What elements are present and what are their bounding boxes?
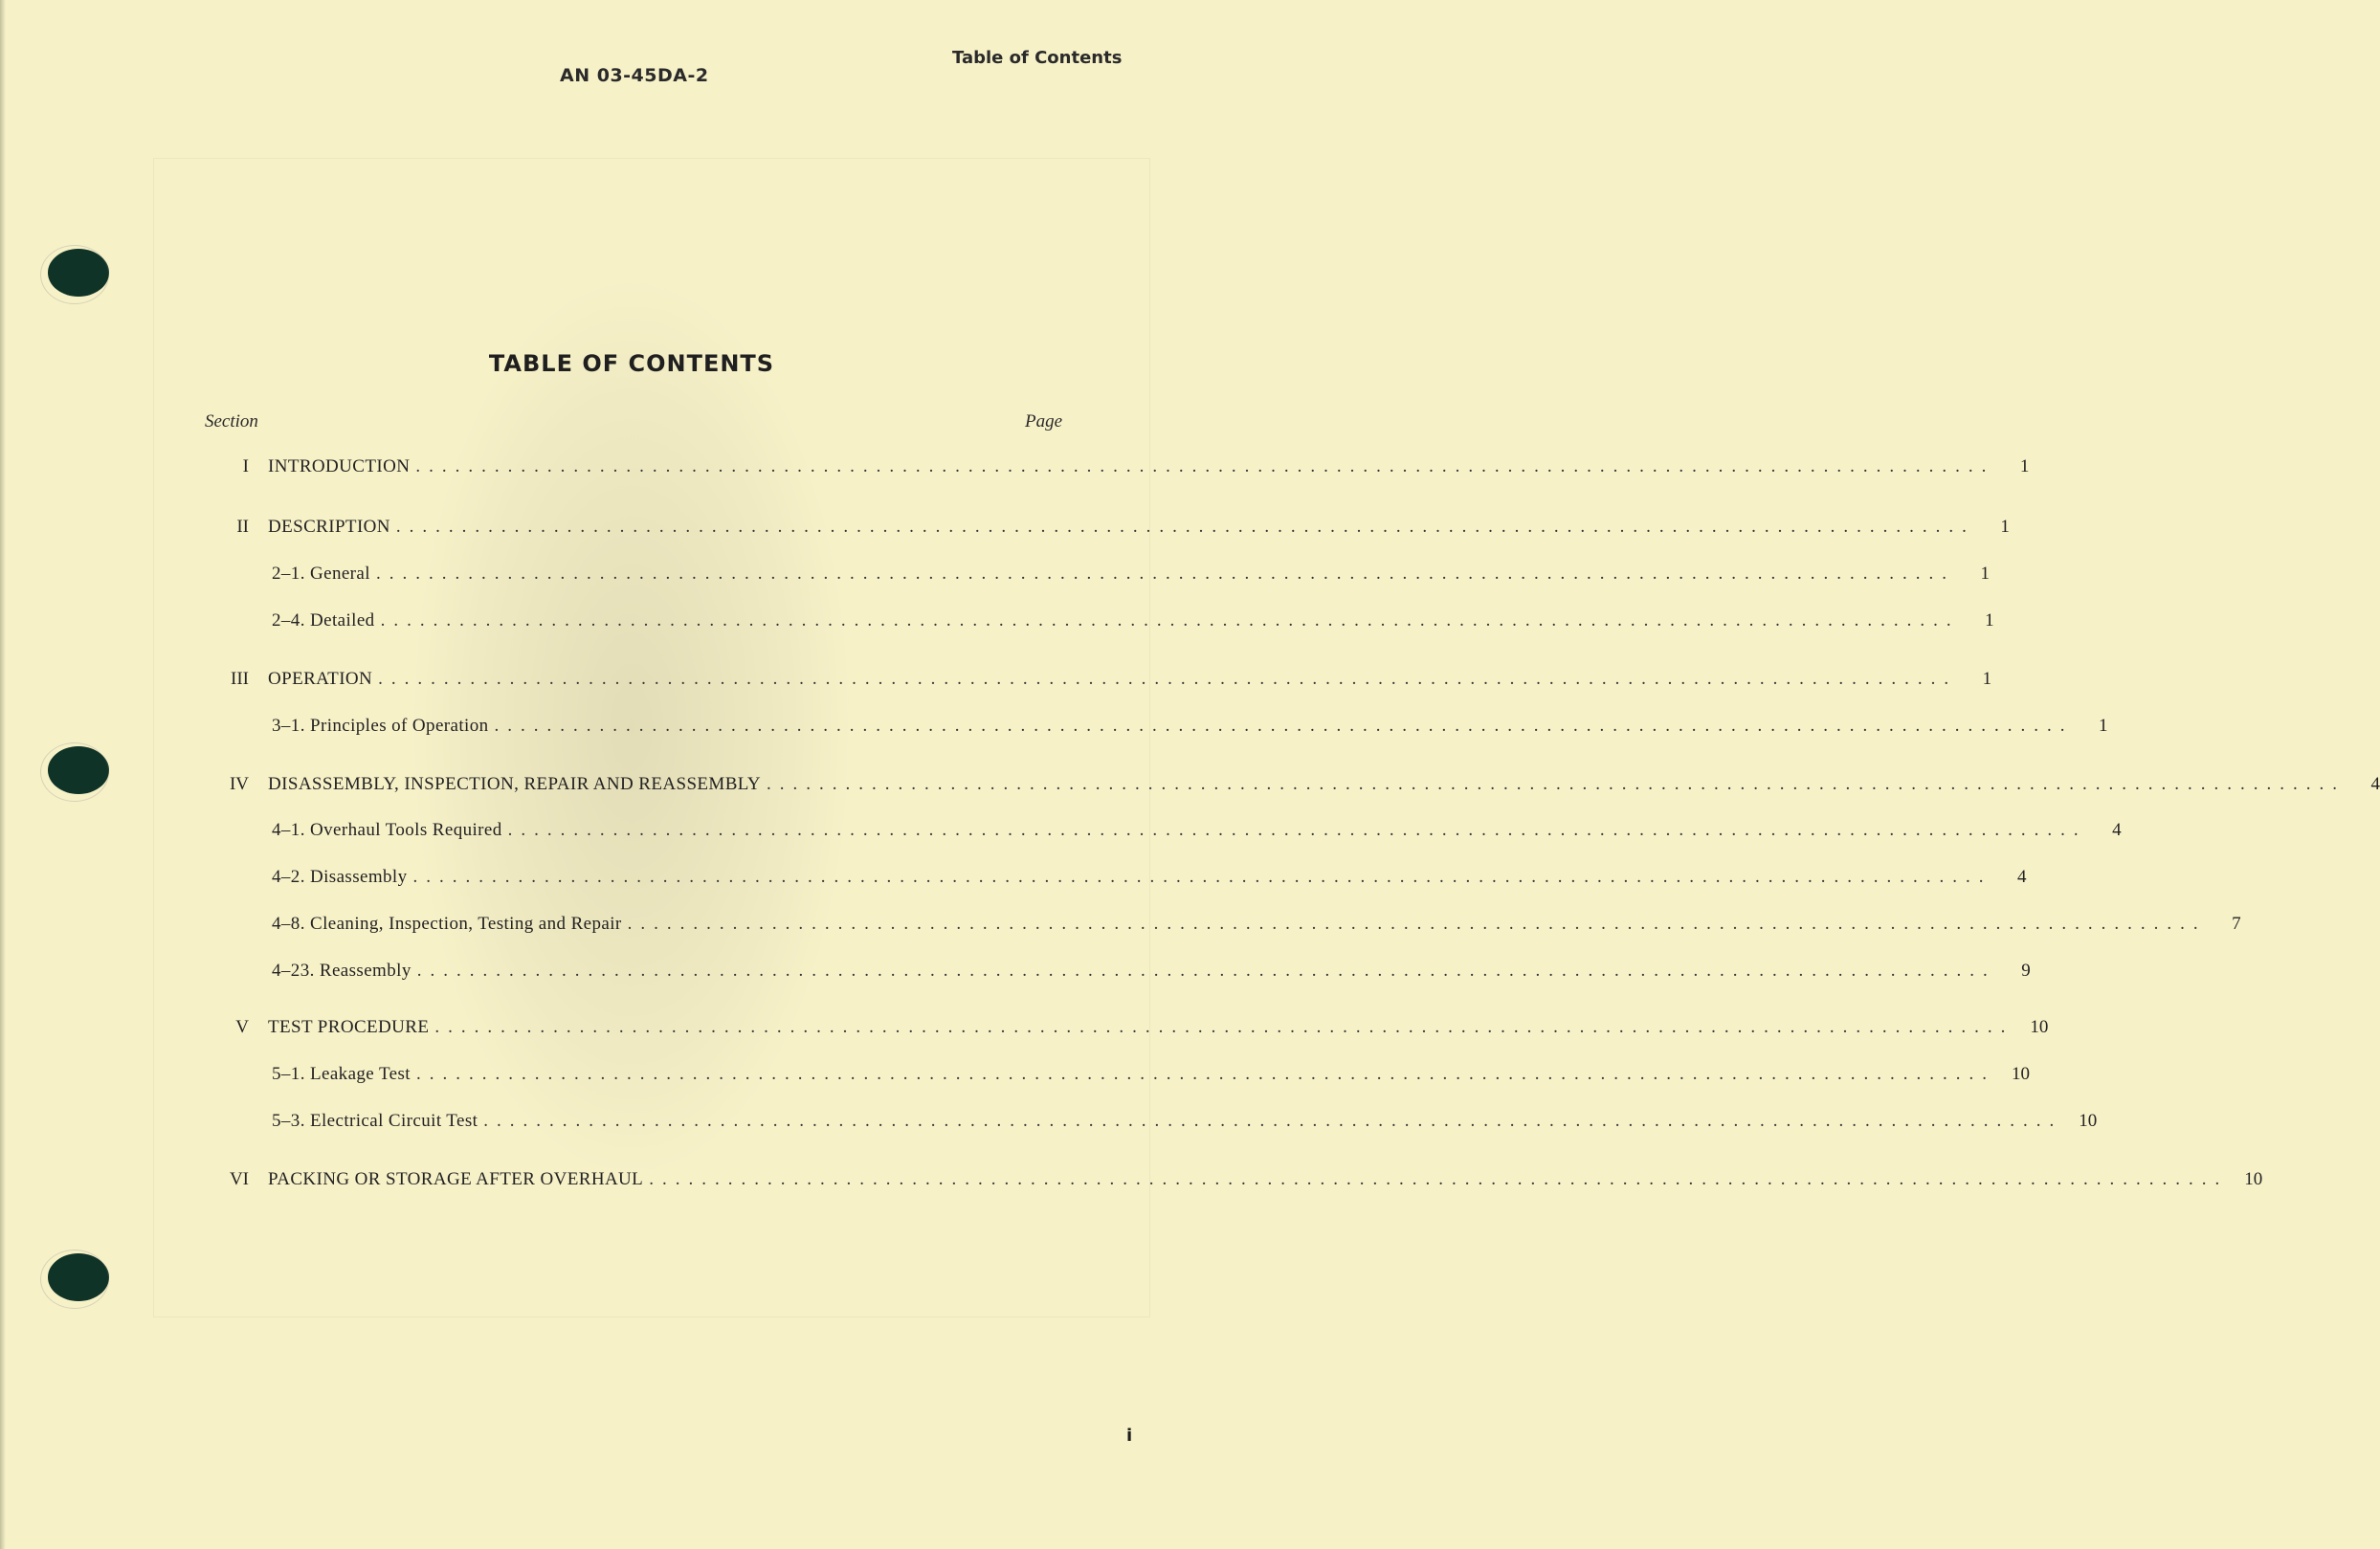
page-number: 4 [2017, 867, 2027, 887]
dot-leader: ........................................................................................................................ [415, 1064, 1995, 1084]
entry-title: 4–8. Cleaning, Inspection, Testing and Repair [272, 914, 622, 934]
toc-entry-3-1[interactable] [211, 716, 2108, 742]
dot-leader: ........................................................................................................................ [767, 774, 2347, 794]
dot-leader: ........................................................................................................................ [378, 669, 1958, 689]
toc-entry-section-6[interactable] [211, 1169, 2263, 1196]
section-number: III [231, 669, 249, 689]
entry-title: 4–23. Reassembly [272, 961, 411, 981]
entry-title: 5–3. Electrical Circuit Test [272, 1111, 478, 1131]
dot-leader: ........................................................................................................................ [395, 517, 1975, 537]
entry-title: 4–2. Disassembly [272, 867, 408, 887]
dot-leader: ........................................................................................................................ [434, 1017, 2014, 1037]
entry-title: DESCRIPTION [268, 517, 390, 537]
dot-leader: ........................................................................................................................ [416, 961, 1996, 981]
page-number: 7 [2232, 914, 2241, 934]
dot-leader: ........................................................................................................................ [412, 867, 1992, 887]
dot-leader: ........................................................................................................................ [649, 1169, 2229, 1189]
page-number: 1 [2000, 517, 2010, 537]
binder-hole-bottom [48, 1253, 109, 1301]
entry-title: 3–1. Principles of Operation [272, 716, 489, 736]
page-number: 9 [2021, 961, 2031, 981]
entry-title: DISASSEMBLY, INSPECTION, REPAIR AND REASSEMBLY [268, 774, 762, 794]
toc-entry-section-3[interactable] [211, 669, 1992, 696]
page-number: 10 [2030, 1017, 2049, 1037]
entry-title: 2–4. Detailed [272, 610, 375, 631]
toc-entry-section-5[interactable] [211, 1017, 2049, 1044]
page-number: 1 [1980, 564, 1990, 584]
section-column-heading: Section [205, 411, 258, 432]
entry-title: 5–1. Leakage Test [272, 1064, 411, 1084]
binder-hole-middle [48, 746, 109, 794]
document-number: AN 03-45DA-2 [560, 65, 709, 86]
toc-entry-4-2[interactable] [211, 867, 2027, 894]
dot-leader: ........................................................................................................................ [375, 564, 1955, 584]
toc-entry-section-4[interactable] [211, 774, 2380, 801]
toc-entry-2-4[interactable] [211, 610, 1994, 637]
page-number: 10 [2011, 1064, 2030, 1084]
page-number: 1 [2099, 716, 2108, 736]
toc-entry-5-3[interactable] [211, 1111, 2098, 1138]
page-number: 4 [2112, 820, 2122, 840]
toc-entry-2-1[interactable] [211, 564, 1990, 590]
page-column-heading: Page [1025, 411, 1063, 432]
section-number: I [242, 456, 249, 476]
toc-entry-4-1[interactable] [211, 820, 2122, 847]
running-head: Table of Contents [952, 48, 1123, 68]
section-number: II [236, 517, 249, 537]
folio-page-number: i [1126, 1426, 1133, 1446]
entry-title: TEST PROCEDURE [268, 1017, 430, 1037]
dot-leader: ........................................................................................................................ [507, 820, 2087, 840]
entry-title: OPERATION [268, 669, 373, 689]
binder-hole-top [48, 249, 109, 297]
dot-leader: ........................................................................................................................ [627, 914, 2207, 934]
dot-leader: ........................................................................................................................ [483, 1111, 2063, 1131]
page-number: 10 [2079, 1111, 2098, 1131]
section-number: VI [229, 1169, 249, 1189]
section-number: V [235, 1017, 249, 1037]
entry-title: 4–1. Overhaul Tools Required [272, 820, 502, 840]
entry-title: INTRODUCTION [268, 456, 411, 476]
dot-leader: ........................................................................................................................ [380, 610, 1960, 631]
page-number: 10 [2244, 1169, 2263, 1189]
dot-leader: ........................................................................................................................ [415, 456, 1995, 476]
toc-entry-4-8[interactable] [211, 914, 2241, 940]
toc-entry-section-2[interactable] [211, 517, 2010, 543]
toc-entry-4-23[interactable] [211, 961, 2031, 987]
page-number: 1 [1985, 610, 1994, 631]
dot-leader: ........................................................................................................................ [494, 716, 2074, 736]
section-number: IV [229, 774, 249, 794]
toc-entry-section-1[interactable] [211, 456, 2030, 483]
page-number: 4 [2370, 774, 2380, 794]
toc-title: TABLE OF CONTENTS [488, 350, 775, 377]
toc-entry-5-1[interactable] [211, 1064, 2030, 1091]
entry-title: 2–1. General [272, 564, 370, 584]
page-number: 1 [2019, 456, 2030, 476]
entry-title: PACKING OR STORAGE AFTER OVERHAUL [268, 1169, 644, 1189]
page-number: 1 [1982, 669, 1992, 689]
